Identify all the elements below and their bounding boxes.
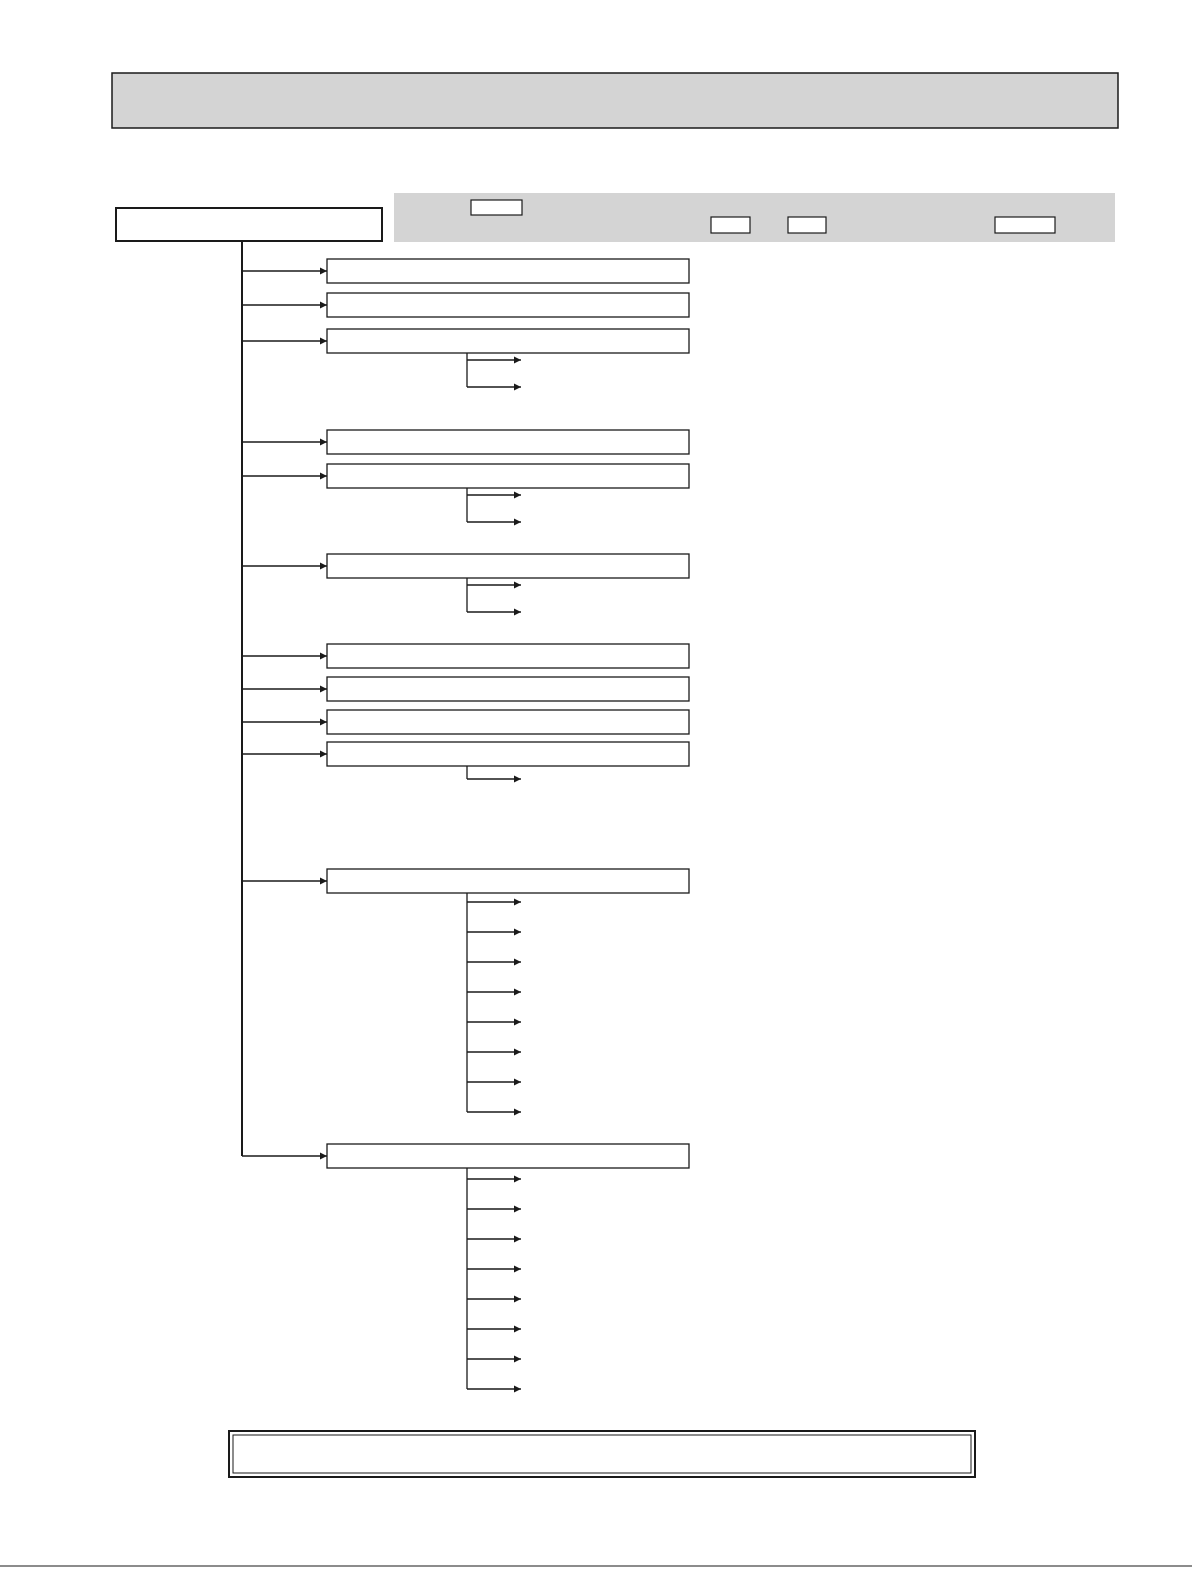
footer-box-outer bbox=[229, 1431, 975, 1477]
menu-item-box bbox=[327, 742, 689, 766]
key-box bbox=[711, 217, 750, 233]
menu-item bbox=[242, 869, 689, 1112]
menu-item-box bbox=[327, 464, 689, 488]
menu-item-box bbox=[327, 329, 689, 353]
key-box bbox=[995, 217, 1055, 233]
root-box bbox=[116, 208, 382, 241]
menu-item-box bbox=[327, 644, 689, 668]
menu-item-box bbox=[327, 259, 689, 283]
menu-item bbox=[242, 554, 689, 612]
menu-item-box bbox=[327, 869, 689, 893]
menu-item bbox=[242, 464, 689, 522]
menu-item bbox=[242, 329, 689, 387]
page-header bbox=[112, 73, 1118, 128]
menu-item bbox=[242, 644, 689, 668]
menu-item-box bbox=[327, 1144, 689, 1168]
menu-item bbox=[242, 710, 689, 734]
root-node bbox=[116, 208, 382, 241]
header-band bbox=[112, 73, 1118, 128]
menu-item bbox=[242, 742, 689, 779]
footer-note bbox=[229, 1431, 975, 1477]
menu-item-box bbox=[327, 293, 689, 317]
menu-item-box bbox=[327, 677, 689, 701]
menu-item bbox=[242, 677, 689, 701]
key-box bbox=[788, 217, 826, 233]
menu-item-box bbox=[327, 710, 689, 734]
menu-item-box bbox=[327, 430, 689, 454]
instruction-note bbox=[394, 193, 1115, 242]
menu-item bbox=[242, 1144, 689, 1389]
key-box bbox=[471, 200, 522, 215]
menu-item bbox=[242, 293, 689, 317]
menu-item bbox=[242, 430, 689, 454]
menu-item-box bbox=[327, 554, 689, 578]
menu-item bbox=[242, 259, 689, 283]
menu-items bbox=[242, 259, 689, 1389]
